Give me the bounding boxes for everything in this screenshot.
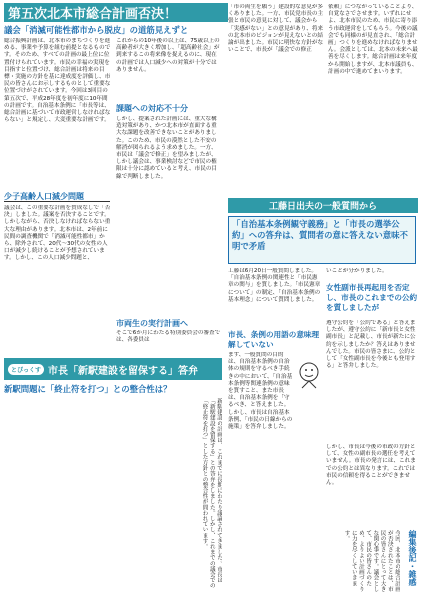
article1-body: 総合振興計画は、北本市のまちづくりを進める、事業や予算を組む前提となるものです。そのため、すべての計画の最上位に位置付けられています。市民の幸福の実現を目指すと位置づけ、総合計画は将来の目標・実施の方針を基に達成度を評価し、市民の皆さんにお示しするものとして重要な位置づけがされています。今回は3回目の第五次で、平成28年度を初年度に10年間の計画です。自治基本条例に「市長等は、総合計画に基づいて市政運営しなければならない」と規定し、大変重要な計画です。	[4, 38, 111, 124]
article3-banner	[4, 358, 222, 380]
article2-right: いことが分かりました。	[326, 268, 388, 274]
article3-badge: とぴっくす	[8, 364, 44, 375]
article2-box-title: 女性副市長再起用を否定し、市長のこれまでの公約を質しましたが	[326, 283, 418, 312]
thinking-icon	[296, 360, 322, 390]
article1-sub-body: 議会は、この重要な計画を賛成なしで「否決」しました。議案を否決することです。しかしながら、否決しなければならない重大な理由があります。北本市は、2年前に民間の調査機関で「消滅可能性都市」から、除外されて、20代〜30代の女性の人口が減少し続けることが予想されています。しかし、この人口減少問題と、	[4, 205, 111, 262]
qa-bubble-2: 依頼」につながっていることより、自覚なさでさせます。いずれにせよ、北本市民のため、市民に寄り添う市政運営をしてもらう。今後の議会でも同様のが見直され、「総合計画」つくりを進めなければなりません。会派としては、北本の未来へ最善を尽くします。総合計画は来年度から開始しますが、北本市議員も、計画の中で進めてまいります。	[328, 4, 418, 75]
column-title: 編集後記・雑感	[408, 530, 417, 586]
article2-question-box	[228, 216, 416, 264]
article2-body: 工藤は6月20日一般質問しました。「自治基本条例の関連性と「市民憲章の関与」を質しました。「市民憲章について」の制定、「自治基本条例の基本理念」について質問しました。	[228, 268, 321, 303]
headline: 第五次北本市総合計画否決！	[8, 7, 178, 22]
article2-subtitle: 市長、条例の用語の意味理解していない	[228, 330, 320, 349]
headline-banner	[4, 3, 228, 22]
article3-body: 新駅建設の計画は、これまでに長期にわたり議論されてきました。市長は「新駅建設を留保する」との答弁をしました。しかし、これまでの議会での「終止符を打つ」とした方針との整合性が問われています。	[201, 398, 222, 589]
article2-sub-body: まず、一般質問の目的は、自治基本条例の自治体の規則を守るべき手続きの中において、「自治基本条例等関連条例の意味を質すこと、また市長は、自治基本条例を「守るべき、と答えました。しかし、市長は自治基本条例、「市民の日線からの施策」を答弁しました。	[228, 352, 293, 431]
article1-col2: これからの10年後の以上は、75歳以上の高齢者が大きく増加し、「超高齢社会」が到来するこの将来像を捉えるのに、現在の計画では人口減少への対策が十分ではありません。	[116, 38, 220, 73]
subhead: 議会「消滅可能性都市から脱皮」の道筋見えずと	[4, 25, 189, 35]
article2-box-body: 遵守公約を「公約である」と答えましたが、遵守公約に「新市長と女性副市長」と記載し、市長が新たに公約を示しましたか？答えはありませんでした。市民の皆さまに、公約として「女性副市長を今後とも登用する」と答弁しました。	[326, 320, 416, 370]
article2-header-text: 工藤日出夫の一般質問から	[268, 202, 377, 212]
article1-subtitle2: 課題への対応不十分	[116, 104, 188, 113]
article1-sub3-body: そこで6か月にわたる特別委員会の審査では、各委員は	[116, 330, 221, 344]
article1-subtitle: 少子高齢人口減少問題	[4, 192, 84, 201]
article2-question: 「自治基本条例観守義務」と「市長の選挙公約」への答弁は、質問者の意に答えない意味不明で矛盾	[232, 219, 408, 251]
column-body: 今回、北本市の総合計画が否決されたことは、市民の皆さんにとって大きな関心事です。議会として、市民の皆さんのため、よりよい計画づくりに力を尽くしていきます。	[343, 530, 400, 592]
article3-title-b: 新駅問題に「終止符を打つ」との整合性は？	[4, 384, 172, 394]
article2-header	[228, 198, 418, 213]
subtitle-rule	[4, 201, 110, 202]
article2-tail: しかし、市長は今後の市政の方針として、女性の副市長の選任を考えていません。市長の発言には、これまでの公約とは異なります。これでは市民の信頼を得ることができません。	[326, 444, 416, 487]
article3-title-a: 市長「新駅建設を留保する」答弁	[48, 365, 199, 377]
qa-bubble-1: 「市の両生を願う」建設的な意見が多くありました。一方、市民党市長の主張と市民の意見に対して、議会から「実感がない」との意見があり、将来の北本市のビジョンが見えないとの結論が出ました。市民に明快な方針がないことで、市長が「議会での修正	[228, 4, 324, 54]
article1-subtitle3: 市両生の実行計画へ	[116, 319, 188, 328]
article1-sub2-body: しかし、提案された計画には、重大な構造対策があり、かつ北本市が直面する重大な課題を改善できないことがありました。このため、市民の漠然とした不安の解消が図られるよう求めました。一方、市民は「議会で修正」を望みましたが、しかし議会は、事業検討などで市民の権限は十分に認めていると考え、市民の目線で判断しました。	[116, 116, 218, 180]
